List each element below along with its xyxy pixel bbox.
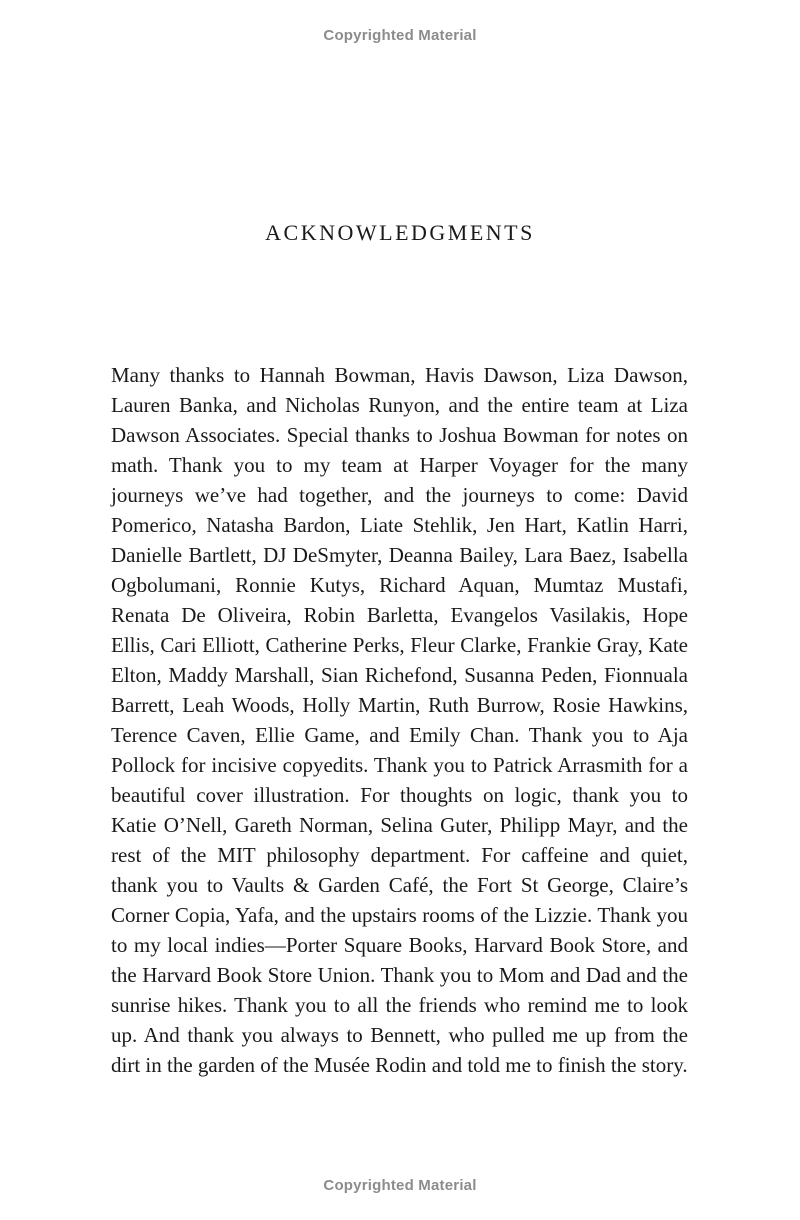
page-title: ACKNOWLEDGMENTS xyxy=(265,220,535,245)
acknowledgments-paragraph: Many thanks to Hannah Bowman, Havis Dawson, Liza Dawson, Lauren Banka, and Nicholas Runyon, and the entire team at Liza Dawson Associates. Special thanks to Joshua Bowman for notes on math. Thank you to my team at Harper Voyager for the many journeys we’ve had together, and the journeys to come: David Pomerico, Natasha Bardon, Liate Stehlik, Jen Hart, Katlin Harri, Danielle Bartlett, DJ DeSmyter, Deanna Bailey, Lara Baez, Isabella Ogbolumani, Ronnie Kutys, Richard Aquan, Mumtaz Mustafi, Renata De Oliveira, Robin Barletta, Evangelos Vasilakis, Hope Ellis, Cari Elliott, Catherine Perks, Fleur Clarke, Frankie Gray, Kate Elton, Maddy Marshall, Sian Richefond, Susanna Peden, Fionnuala Barrett, Leah Woods, Holly Martin, Ruth Burrow, Rosie Hawkins, Terence Caven, Ellie Game, and Emily Chan. Thank you to Aja Pollock for incisive copyedits. Thank you to Patrick Arrasmith for a beautiful cover illustration. For thoughts on logic, thank you to Katie O’Nell, Gareth Norman, Selina Guter, Philipp Mayr, and the rest of the MIT philosophy department. For caffeine and quiet, thank you to Vaults & Garden Café, the Fort St George, Claire’s Corner Copia, Yafa, and the upstairs rooms of the Lizzie. Thank you to my local indies—Porter Square Books, Harvard Book Store, and the Harvard Book Store Union. Thank you to Mom and Dad and the sunrise hikes. Thank you to all the friends who remind me to look up. And thank you always to Bennett, who pulled me up from the dirt in the garden of the Musée Rodin and told me to finish the story. xyxy=(111,363,688,1077)
copyright-watermark-bottom: Copyrighted Material xyxy=(323,1177,477,1194)
copyright-watermark-top: Copyrighted Material xyxy=(323,27,477,44)
